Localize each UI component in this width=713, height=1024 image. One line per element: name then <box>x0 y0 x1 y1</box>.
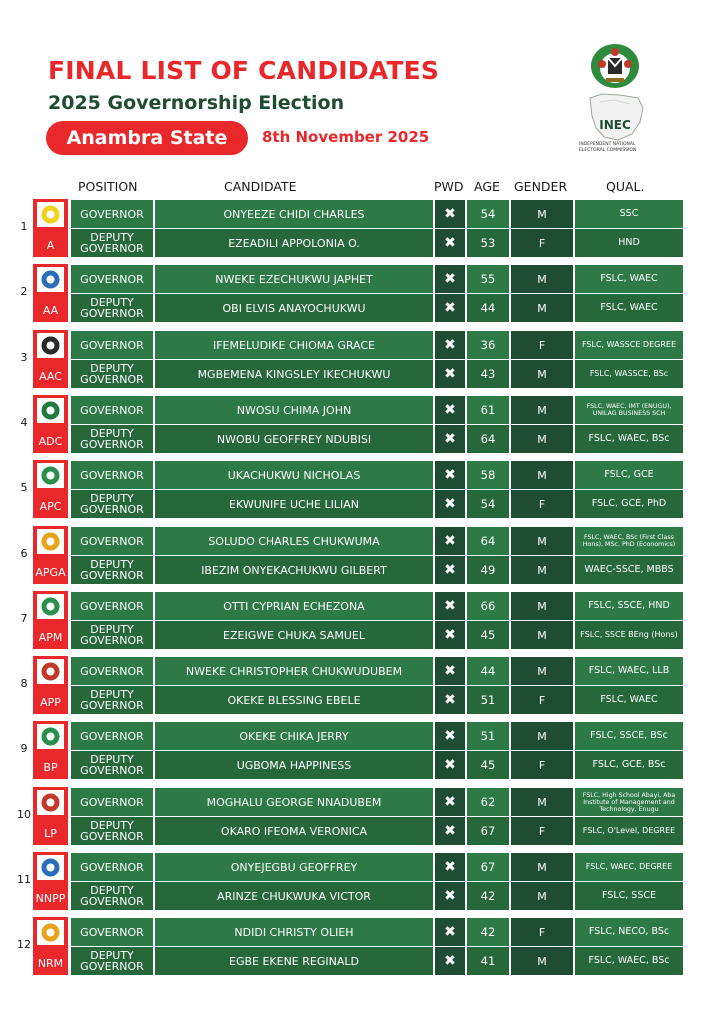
party-logo-icon <box>37 920 64 945</box>
party-badge <box>33 656 68 714</box>
gender-cell: M <box>511 788 573 816</box>
age-cell: 64 <box>467 425 509 453</box>
candidate-name-cell: OTTI CYPRIAN ECHEZONA <box>155 592 433 620</box>
position-cell: GOVERNOR <box>71 853 153 881</box>
pwd-cell: ✖ <box>435 200 465 228</box>
qualification-cell: FSLC, WASSCE, BSc <box>575 360 683 388</box>
party-abbreviation: NNPP <box>35 892 66 905</box>
gender-cell: M <box>511 947 573 975</box>
party-group <box>14 785 686 847</box>
qualification-cell: FSLC, O'Level, DEGREE <box>575 817 683 845</box>
position-cell: DEPUTY GOVERNOR <box>71 686 153 714</box>
candidate-name-cell: OKARO IFEOMA VERONICA <box>155 817 433 845</box>
pwd-cell: ✖ <box>435 817 465 845</box>
qualification-cell: FSLC, High School Abayi, Aba Institute of Management and Technology, Enugu <box>575 788 683 816</box>
position-cell: GOVERNOR <box>71 527 153 555</box>
nigeria-map-icon <box>590 94 643 140</box>
candidate-name-cell: UGBOMA HAPPINESS <box>155 751 433 779</box>
governor-row <box>71 265 683 293</box>
party-group <box>14 328 686 390</box>
pwd-cell: ✖ <box>435 461 465 489</box>
qualification-cell: WAEC-SSCE, MBBS <box>575 556 683 584</box>
party-badge <box>33 591 68 649</box>
position-cell: GOVERNOR <box>71 788 153 816</box>
group-number: 1 <box>20 220 28 233</box>
age-cell: 64 <box>467 527 509 555</box>
col-header-age: AGE <box>474 179 500 194</box>
pwd-cell: ✖ <box>435 947 465 975</box>
gender-cell: M <box>511 461 573 489</box>
age-cell: 43 <box>467 360 509 388</box>
deputy-governor-row <box>71 751 683 779</box>
deputy-governor-row <box>71 686 683 714</box>
candidate-name-cell: MGBEMENA KINGSLEY IKECHUKWU <box>155 360 433 388</box>
governor-row <box>71 918 683 946</box>
pwd-cell: ✖ <box>435 882 465 910</box>
qualification-cell: FSLC, WAEC, BSc <box>575 425 683 453</box>
pwd-cell: ✖ <box>435 686 465 714</box>
candidate-name-cell: ARINZE CHUKWUKA VICTOR <box>155 882 433 910</box>
position-cell: DEPUTY GOVERNOR <box>71 229 153 257</box>
party-logo-icon <box>37 659 64 684</box>
candidate-name-cell: EKWUNIFE UCHE LILIAN <box>155 490 433 518</box>
qualification-cell: HND <box>575 229 683 257</box>
gender-cell: M <box>511 592 573 620</box>
gender-cell: M <box>511 360 573 388</box>
age-cell: 67 <box>467 853 509 881</box>
party-group <box>14 262 686 324</box>
candidate-name-cell: NWEKE CHRISTOPHER CHUKWUDUBEM <box>155 657 433 685</box>
governor-row <box>71 657 683 685</box>
qualification-cell: FSLC, SSCE BEng (Hons) <box>575 621 683 649</box>
gender-cell: M <box>511 527 573 555</box>
pwd-cell: ✖ <box>435 396 465 424</box>
gender-cell: M <box>511 657 573 685</box>
age-cell: 67 <box>467 817 509 845</box>
governor-row <box>71 527 683 555</box>
candidate-name-cell: OKEKE CHIKA JERRY <box>155 722 433 750</box>
party-group <box>14 393 686 455</box>
group-number: 7 <box>20 612 28 625</box>
party-logo-icon <box>37 594 64 619</box>
party-logo-icon <box>37 463 64 488</box>
gender-cell: M <box>511 882 573 910</box>
age-cell: 41 <box>467 947 509 975</box>
position-cell: GOVERNOR <box>71 592 153 620</box>
pwd-cell: ✖ <box>435 360 465 388</box>
deputy-governor-row <box>71 490 683 518</box>
group-number: 4 <box>20 416 28 429</box>
age-cell: 62 <box>467 788 509 816</box>
qualification-cell: FSLC, WAEC, BSc <box>575 947 683 975</box>
pwd-cell: ✖ <box>435 527 465 555</box>
deputy-governor-row <box>71 817 683 845</box>
group-number: 8 <box>20 677 28 690</box>
col-header-position: POSITION <box>78 179 138 194</box>
position-cell: GOVERNOR <box>71 200 153 228</box>
candidate-name-cell: UKACHUKWU NICHOLAS <box>155 461 433 489</box>
gender-cell: M <box>511 200 573 228</box>
position-cell: DEPUTY GOVERNOR <box>71 882 153 910</box>
party-logo-icon <box>37 790 64 815</box>
position-cell: DEPUTY GOVERNOR <box>71 360 153 388</box>
party-badge <box>33 460 68 518</box>
age-cell: 54 <box>467 200 509 228</box>
position-cell: GOVERNOR <box>71 331 153 359</box>
coat-of-arms-icon <box>591 44 639 88</box>
age-cell: 44 <box>467 657 509 685</box>
deputy-governor-row <box>71 294 683 322</box>
candidate-name-cell: NWOSU CHIMA JOHN <box>155 396 433 424</box>
deputy-governor-row <box>71 556 683 584</box>
age-cell: 45 <box>467 751 509 779</box>
gender-cell: M <box>511 722 573 750</box>
pwd-cell: ✖ <box>435 425 465 453</box>
pwd-cell: ✖ <box>435 490 465 518</box>
age-cell: 44 <box>467 294 509 322</box>
qualification-cell: FSLC, GCE, BSc <box>575 751 683 779</box>
governor-row <box>71 461 683 489</box>
candidate-name-cell: IBEZIM ONYEKACHUKWU GILBERT <box>155 556 433 584</box>
age-cell: 53 <box>467 229 509 257</box>
group-number: 5 <box>20 481 28 494</box>
party-logo-icon <box>37 724 64 749</box>
gender-cell: M <box>511 853 573 881</box>
deputy-governor-row <box>71 621 683 649</box>
position-cell: DEPUTY GOVERNOR <box>71 817 153 845</box>
position-cell: DEPUTY GOVERNOR <box>71 751 153 779</box>
governor-row <box>71 331 683 359</box>
party-group <box>14 719 686 781</box>
party-abbreviation: ADC <box>38 435 63 448</box>
party-abbreviation: AA <box>42 304 59 317</box>
gender-cell: F <box>511 686 573 714</box>
party-group <box>14 197 686 259</box>
governor-row <box>71 853 683 881</box>
candidate-name-cell: OBI ELVIS ANAYOCHUKWU <box>155 294 433 322</box>
gender-cell: M <box>511 621 573 649</box>
pwd-cell: ✖ <box>435 331 465 359</box>
group-number: 11 <box>17 873 31 886</box>
qualification-cell: FSLC, WAEC, DEGREE <box>575 853 683 881</box>
gender-cell: F <box>511 817 573 845</box>
deputy-governor-row <box>71 882 683 910</box>
governor-row <box>71 788 683 816</box>
gender-cell: M <box>511 265 573 293</box>
col-header-gender: GENDER <box>514 179 568 194</box>
pwd-cell: ✖ <box>435 294 465 322</box>
position-cell: DEPUTY GOVERNOR <box>71 425 153 453</box>
position-cell: DEPUTY GOVERNOR <box>71 294 153 322</box>
pwd-cell: ✖ <box>435 788 465 816</box>
candidate-name-cell: ONYEEZE CHIDI CHARLES <box>155 200 433 228</box>
position-cell: DEPUTY GOVERNOR <box>71 947 153 975</box>
pwd-cell: ✖ <box>435 722 465 750</box>
party-badge <box>33 917 68 975</box>
party-group <box>14 915 686 977</box>
election-date: 8th November 2025 <box>262 128 430 146</box>
party-badge <box>33 264 68 322</box>
col-header-candidate: CANDIDATE <box>224 179 297 194</box>
age-cell: 45 <box>467 621 509 649</box>
page-title: FINAL LIST OF CANDIDATES <box>48 56 440 85</box>
group-number: 6 <box>20 547 28 560</box>
party-abbreviation: LP <box>44 827 57 840</box>
gender-cell: F <box>511 918 573 946</box>
gender-cell: M <box>511 425 573 453</box>
position-cell: GOVERNOR <box>71 722 153 750</box>
qualification-cell: FSLC, GCE <box>575 461 683 489</box>
deputy-governor-row <box>71 947 683 975</box>
party-group <box>14 850 686 912</box>
candidate-name-cell: NWEKE EZECHUKWU JAPHET <box>155 265 433 293</box>
party-logo-icon <box>37 202 64 227</box>
qualification-cell: FSLC, WAEC, BSc (First Class Hons), MSc, PhD (Economics) <box>575 527 683 555</box>
pwd-cell: ✖ <box>435 229 465 257</box>
party-group <box>14 654 686 716</box>
pwd-cell: ✖ <box>435 657 465 685</box>
age-cell: 42 <box>467 882 509 910</box>
party-logo-icon <box>37 267 64 292</box>
candidate-name-cell: EZEADILI APPOLONIA O. <box>155 229 433 257</box>
party-badge <box>33 330 68 388</box>
governor-row <box>71 722 683 750</box>
age-cell: 54 <box>467 490 509 518</box>
logo-text: INEC <box>599 118 631 132</box>
qualification-cell: FSLC, WASSCE DEGREE <box>575 331 683 359</box>
party-logo-icon <box>37 529 64 554</box>
pwd-cell: ✖ <box>435 853 465 881</box>
party-logo-icon <box>37 333 64 358</box>
age-cell: 49 <box>467 556 509 584</box>
candidate-name-cell: EZEIGWE CHUKA SAMUEL <box>155 621 433 649</box>
qualification-cell: FSLC, WAEC, LLB <box>575 657 683 685</box>
party-badge <box>33 787 68 845</box>
gender-cell: F <box>511 751 573 779</box>
age-cell: 58 <box>467 461 509 489</box>
deputy-governor-row <box>71 425 683 453</box>
candidate-name-cell: SOLUDO CHARLES CHUKWUMA <box>155 527 433 555</box>
pwd-cell: ✖ <box>435 556 465 584</box>
gender-cell: F <box>511 229 573 257</box>
party-abbreviation: A <box>46 239 55 252</box>
governor-row <box>71 396 683 424</box>
qualification-cell: FSLC, SSCE, BSc <box>575 722 683 750</box>
party-abbreviation: AAC <box>39 370 62 383</box>
age-cell: 61 <box>467 396 509 424</box>
qualification-cell: FSLC, SSCE, HND <box>575 592 683 620</box>
qualification-cell: FSLC, WAEC <box>575 686 683 714</box>
party-abbreviation: BP <box>43 761 58 774</box>
col-header-qual: QUAL. <box>606 179 645 194</box>
position-cell: GOVERNOR <box>71 657 153 685</box>
deputy-governor-row <box>71 229 683 257</box>
pwd-cell: ✖ <box>435 621 465 649</box>
group-number: 9 <box>20 742 28 755</box>
qualification-cell: SSC <box>575 200 683 228</box>
party-badge <box>33 526 68 584</box>
party-badge <box>33 395 68 453</box>
qualification-cell: FSLC, GCE, PhD <box>575 490 683 518</box>
pwd-cell: ✖ <box>435 592 465 620</box>
group-number: 3 <box>20 351 28 364</box>
qualification-cell: FSLC, NECO, BSc <box>575 918 683 946</box>
party-badge <box>33 721 68 779</box>
logo-caption: INDEPENDENT NATIONAL ELECTORAL COMMISSION <box>579 142 637 153</box>
candidate-name-cell: MOGHALU GEORGE NNADUBEM <box>155 788 433 816</box>
group-number: 12 <box>17 938 31 951</box>
qualification-cell: FSLC, SSCE <box>575 882 683 910</box>
party-logo-icon <box>37 855 64 880</box>
party-group <box>14 458 686 520</box>
party-logo-icon <box>37 398 64 423</box>
group-number: 10 <box>17 808 31 821</box>
candidate-name-cell: OKEKE BLESSING EBELE <box>155 686 433 714</box>
qualification-cell: FSLC, WAEC <box>575 265 683 293</box>
gender-cell: M <box>511 556 573 584</box>
gender-cell: M <box>511 294 573 322</box>
age-cell: 51 <box>467 686 509 714</box>
position-cell: DEPUTY GOVERNOR <box>71 621 153 649</box>
gender-cell: F <box>511 490 573 518</box>
candidate-name-cell: EGBE EKENE REGINALD <box>155 947 433 975</box>
candidate-name-cell: NWOBU GEOFFREY NDUBISI <box>155 425 433 453</box>
position-cell: GOVERNOR <box>71 918 153 946</box>
party-badge <box>33 199 68 257</box>
party-abbreviation: APM <box>38 631 63 644</box>
governor-row <box>71 200 683 228</box>
position-cell: GOVERNOR <box>71 396 153 424</box>
pwd-cell: ✖ <box>435 751 465 779</box>
party-group <box>14 524 686 586</box>
candidate-name-cell: IFEMELUDIKE CHIOMA GRACE <box>155 331 433 359</box>
qualification-cell: FSLC, WAEC <box>575 294 683 322</box>
candidate-name-cell: NDIDI CHRISTY OLIEH <box>155 918 433 946</box>
governor-row <box>71 592 683 620</box>
deputy-governor-row <box>71 360 683 388</box>
position-cell: DEPUTY GOVERNOR <box>71 490 153 518</box>
age-cell: 55 <box>467 265 509 293</box>
pwd-cell: ✖ <box>435 265 465 293</box>
age-cell: 51 <box>467 722 509 750</box>
gender-cell: M <box>511 396 573 424</box>
qualification-cell: FSLC, WAEC, IMT (ENUGU), UNILAG BUSINESS SCH <box>575 396 683 424</box>
position-cell: DEPUTY GOVERNOR <box>71 556 153 584</box>
inec-logo <box>580 42 650 157</box>
position-cell: GOVERNOR <box>71 265 153 293</box>
pwd-cell: ✖ <box>435 918 465 946</box>
gender-cell: F <box>511 331 573 359</box>
candidate-name-cell: ONYEJEGBU GEOFFREY <box>155 853 433 881</box>
group-number: 2 <box>20 285 28 298</box>
age-cell: 42 <box>467 918 509 946</box>
age-cell: 66 <box>467 592 509 620</box>
party-abbreviation: APGA <box>35 566 66 579</box>
state-badge: Anambra State <box>46 121 248 155</box>
party-badge <box>33 852 68 910</box>
col-header-pwd: PWD <box>434 179 464 194</box>
party-abbreviation: APC <box>39 500 62 513</box>
party-group <box>14 589 686 651</box>
page-subtitle: 2025 Governorship Election <box>48 92 345 114</box>
party-abbreviation: APP <box>40 696 61 709</box>
age-cell: 36 <box>467 331 509 359</box>
position-cell: GOVERNOR <box>71 461 153 489</box>
party-abbreviation: NRM <box>37 957 64 970</box>
